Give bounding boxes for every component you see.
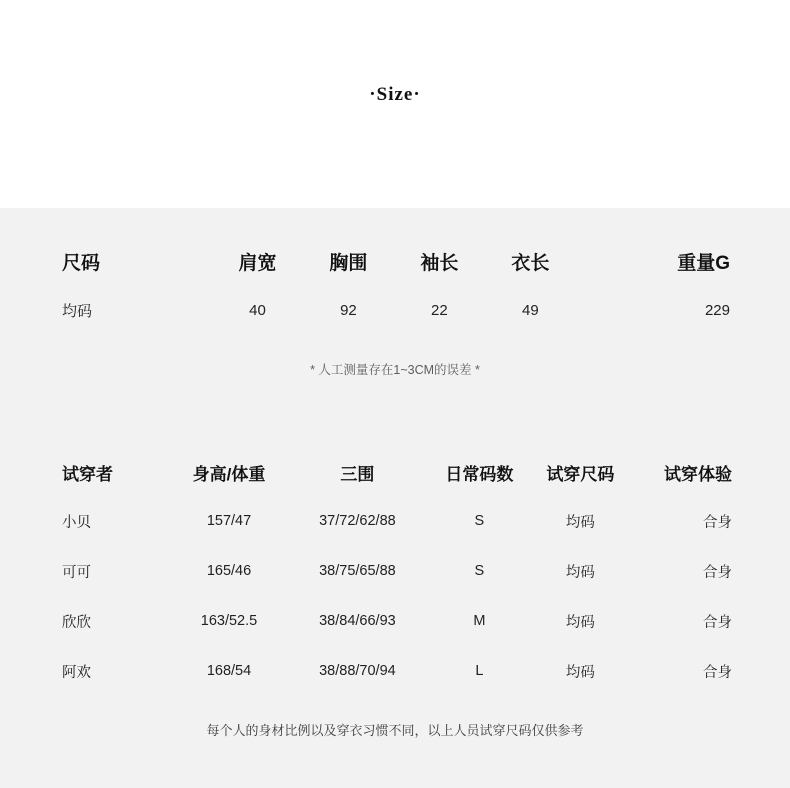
- size-col-header-2: 胸围: [329, 252, 368, 274]
- model-cell-2-1: 163/52.5: [200, 613, 258, 629]
- model-cell-0-3: S: [474, 513, 485, 529]
- table-row: [40, 496, 750, 546]
- model-cell-3-5: 合身: [703, 664, 732, 681]
- size-col-header-5: 重量G: [677, 252, 730, 274]
- size-col-header-4: 衣长: [511, 252, 550, 274]
- table-row: [40, 646, 750, 696]
- tryon-footnote: 每个人的身材比例以及穿衣习惯不同，以上人员试穿尺码仅供参考: [206, 723, 584, 738]
- size-col-header-3: 袖长: [420, 252, 459, 274]
- model-cell-1-4: 均码: [565, 564, 595, 581]
- size-table-body: [40, 286, 750, 334]
- model-cell-1-0: 可可: [62, 564, 91, 581]
- header-band: [0, 0, 790, 208]
- table-row: [40, 596, 750, 646]
- model-col-header-5: 试穿体验: [664, 464, 732, 484]
- model-cell-1-5: 合身: [703, 564, 732, 581]
- size-cell-0-2: 92: [340, 301, 357, 319]
- model-cell-1-3: S: [474, 563, 485, 579]
- size-cell-0-4: 49: [521, 301, 539, 319]
- model-cell-1-2: 38/75/65/88: [319, 563, 396, 579]
- model-cell-2-4: 均码: [565, 614, 595, 631]
- measurement-note: * 人工测量存在1~3CM的误差 *: [310, 363, 480, 377]
- model-cell-3-1: 168/54: [206, 663, 252, 679]
- model-cell-2-3: M: [473, 613, 486, 629]
- model-cell-1-1: 165/46: [206, 563, 252, 579]
- model-cell-3-0: 阿欢: [62, 664, 91, 681]
- model-table-body: [40, 496, 750, 696]
- model-cell-3-4: 均码: [565, 664, 595, 681]
- size-cell-0-5: 229: [704, 301, 730, 319]
- model-cell-0-5: 合身: [703, 514, 732, 531]
- model-table-element: [40, 448, 750, 696]
- size-measurements-table: [40, 236, 750, 334]
- content-panel: [0, 208, 790, 788]
- model-cell-0-1: 157/47: [206, 513, 252, 529]
- model-col-header-4: 试穿尺码: [546, 464, 615, 484]
- model-cell-2-2: 38/84/66/93: [319, 613, 396, 629]
- model-tryon-table: [40, 448, 750, 696]
- size-col-header-1: 肩宽: [238, 252, 277, 274]
- model-cell-0-0: 小贝: [62, 514, 91, 531]
- size-col-header-0: 尺码: [62, 252, 101, 274]
- size-cell-0-3: 22: [431, 301, 448, 319]
- model-col-header-0: 试穿者: [62, 464, 113, 484]
- model-col-header-1: 身高/体重: [192, 464, 266, 484]
- size-table-head: [40, 236, 750, 286]
- page-title: ·Size·: [369, 84, 421, 105]
- size-table-element: [40, 236, 750, 334]
- model-cell-0-2: 37/72/62/88: [319, 513, 396, 529]
- model-cell-3-2: 38/88/70/94: [319, 663, 396, 679]
- size-table-header-row: [40, 236, 750, 286]
- model-cell-2-0: 欣欣: [62, 614, 91, 631]
- model-table-head: [40, 448, 750, 496]
- model-cell-3-3: L: [475, 663, 484, 679]
- model-col-header-3: 日常码数: [445, 464, 514, 484]
- model-table-header-row: [40, 448, 750, 496]
- size-cell-0-1: 40: [249, 301, 266, 319]
- table-row: [40, 286, 750, 334]
- size-cell-0-0: 均码: [62, 302, 93, 320]
- model-col-header-2: 三围: [340, 464, 375, 484]
- model-cell-0-4: 均码: [565, 514, 595, 531]
- table-row: [40, 546, 750, 596]
- model-cell-2-5: 合身: [703, 614, 732, 631]
